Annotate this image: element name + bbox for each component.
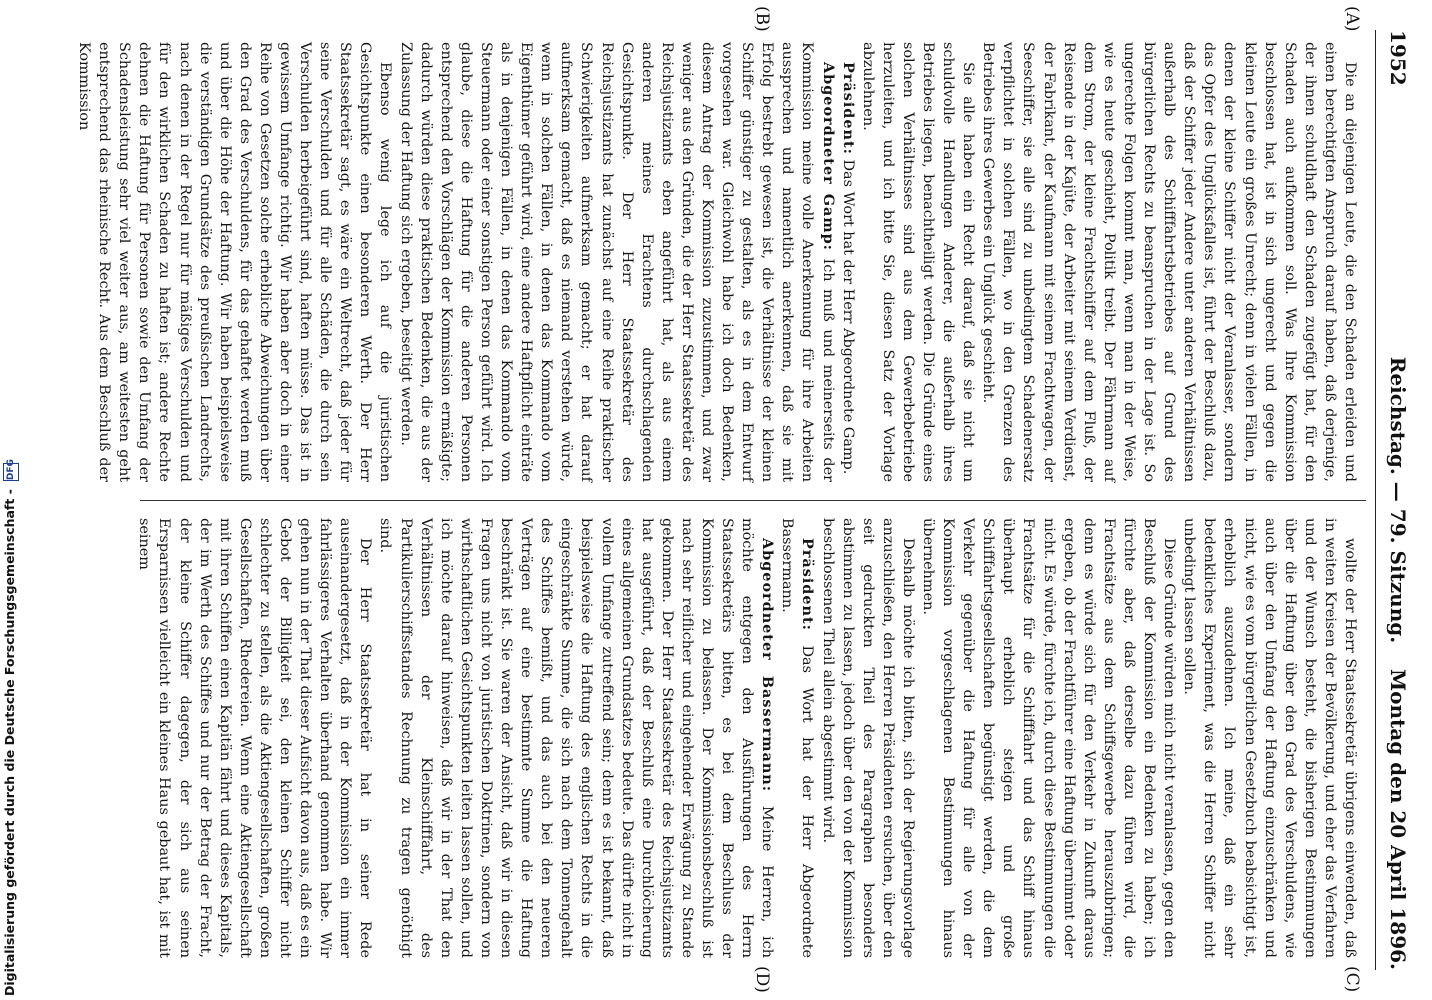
header-title: Reichstag. — 79. Sitzung.	[1386, 356, 1410, 644]
margin-marker-d: (D)	[752, 966, 772, 993]
speech-line	[838, 42, 858, 482]
speech-line	[375, 518, 777, 958]
speaker-name: Präsident:	[839, 62, 857, 155]
digitization-credit	[2, 0, 32, 996]
paragraph: Der Herr Staatssekretär hat in seiner Rede auseinandergesetzt, daß in der Kommission ein immer fahrlässigeres Verhalten überhand genommen habe. Wir gehen nun in der That dieser Aufsicht davon aus, daß es ein Gebot der Billigkeit sei, den kleinen Schiffer nicht schlechter zu stellen, als die Aktiengesellschaften, großen Gesellschaften, Rhedereien. Wenn eine Aktiengesellschaft mit ihren Schiffen einen Kapitän fährt und dieses Kapitals, der im Werth des Schiffes und nur der Betrag der Fracht, der kleine Schiffer dagegen, der sich aus seinen Ersparnissen vielleicht ein kleines Haus gebaut hat, ist mit seinem	[136, 518, 374, 958]
speaker-name: Abgeordneter Gamp:	[819, 62, 837, 251]
speech-text: Das Wort hat der Herr Abgeordnete Gamp.	[839, 159, 856, 475]
speaker-name: Abgeordneter Bassermann:	[759, 538, 777, 793]
margin-marker-c: (C)	[1342, 966, 1362, 993]
paragraph: wollte der Herr Staatssekretär übrigens einwenden, daß in weiten Kreisen der Bevölkerung, und eher das Verfahren und der Wunsch besteht, die bisherigen Bestimmungen über die Haftung über den Grad des Verschuldens, wie auch über den Umfang der Haftung einzuschränken und nicht, wie es vom bürgerlichen Gesetzbuch beabsichtigt ist, erheblich auszudehnen. Ich meine, daß ein sehr bedenkliches Experiment, was die Herren Schiffer nicht unbedingt lassen sollen.	[1181, 518, 1358, 958]
right-column	[136, 518, 1360, 959]
left-column	[76, 42, 1360, 482]
dfg-logo: DFG	[3, 463, 19, 481]
margin-marker-a: (A)	[1342, 6, 1362, 32]
paragraph: Sie alle haben ein Recht darauf, daß sie nicht um schuldvolle Handlungen Anderer, die außerhalb ihres Betriebes liegen, benachtheiligt werden. Die Gründe eines solchen Verhältnisses sind aus dem Gewerbebetriebe herzuleiten, und ich bitte Sie, diesen Satz der Vorlage abzulehnen.	[859, 42, 977, 482]
paragraph: Diese Gründe würden mich nicht veranlassen, gegen den Beschluß der Kommission ein Bedenken zu haben; ich fürchte aber, daß derselbe dazu führen wird, die Frachtsätze aus dem Schiffsgewerbe herauszubringen; denn es würde sich für den Verkehr in Zukunft daraus ergeben, ob der Frachtführer eine Haftung übernimmt oder nicht. Es würde, fürchte ich, durch diese Bestimmungen die Frachtsätze für die Schifffahrt und das Schiff hinaus überhaupt erheblich steigen und große Schifffahrtsgesellschaften begünstigt werden, die dem Verkehr gegenüber die Haftung für alle von der Kommission vorgeschlagenen Bestimmungen hinaus übernehmen.	[920, 518, 1178, 958]
speech-line	[777, 518, 817, 958]
page-number: 1952	[1386, 30, 1410, 86]
header-rule	[1375, 30, 1376, 970]
header-date: Montag den 20 April 1896.	[1386, 669, 1410, 970]
speech-text: Meine Herren, ich möchte entgegen den Ausführungen des Herrn Staatssekretärs bitten, es bei dem Beschluss der Kommission zu belassen. Der Kommissionsbeschluß ist nach sehr reiflicher und eingehender Erwägung zu Stande gekommen. Der Herr Staatssekretär des Reichsjustizamts hat ausgeführt, daß der Beschluß eine Durchlöcherung eines allgemeinen Grundsatzes bedeute. Das dürfte nicht in vollem Umfange zutreffend sein; denn es ist bekannt, daß beispielsweise die Haftung des englischen Rechts in die eingeschränkte Summe, die sich nach dem Tonnengehalt des Schiffes bemißt, und das auch bei den neueren Verträgen auf eine bestimmte Summe die Haftung beschränkt ist. Sie waren der Ansicht, daß wir in diesen Fragen uns nicht von juristischen Doktrinen, sondern von wirthschaftlichen Gesichtspunkten leiten lassen sollen, und ich möchte darauf hinweisen, daß wir in der That den Verhältnissen der Kleinschifffahrt, des Partikulierschiffsstandes Rechnung zu tragen genöthigt sind.	[377, 518, 776, 959]
column-divider	[140, 500, 1366, 501]
speech-line	[396, 42, 838, 482]
speech-text: Ich muß und meinerseits der Kommission meine volle Anerkennung für ihre Arbeiten aussprechen und namentlich anerkennen, daß sie mit Erfolg bestrebt gewesen ist, die Verhältnisse der kleinen Schiffer günstiger zu gestalten, als es in dem Entwurf vorgesehen war. Gleichwohl habe ich doch Bedenken, diesem Antrag der Kommission zuzustimmen, und zwar weniger aus den Gründen, die der Herr Staatssekretär des Reichsjustizamts eben angeführt hat, als aus einem anderen meines Erachtens durchschlagenden Gesichtspunkte. Der Herr Staatssekretär des Reichsjustizamts hat zunächst auf eine Reihe praktischer Schwierigkeiten aufmerksam gemacht; er hat darauf aufmerksam gemacht, daß es niemand verstehen würde, wenn in solchen Fällen, in denen das Kommando vom Eigenthümer geführt wird, eine andere Haftpflicht einträte als in denjenigen Fällen, in denen das Kommando vom Steuermann oder einer sonstigen Person geführt wird. Ich glaube, diese die Haftung für die anderen Personen entsprechend den Vorschlägen der Kommission ermäßigte; dadurch würden diese praktischen Bedenken, die aus der Zulassung der Haftung sich ergeben, beseitigt werden.	[397, 42, 836, 482]
margin-marker-b: (B)	[752, 6, 772, 32]
speech-text: Das Wort hat der Herr Abgeordnete Bassermann.	[779, 518, 816, 958]
credit-text: Digitalisierung gefördert durch die Deutsche Forschungsgemeinschaft -	[2, 489, 17, 996]
page-header	[1380, 30, 1410, 970]
paragraph: Deshalb möchte ich bitten, sich der Regierungsvorlage anzuschließen, den Herren Präsidenten ersuchen, über den seit gedruckten Theil des Paragraphen besonders abstimmen zu lassen, jedoch über den von der Kommission beschlossenen Theil allein abgestimmt wird.	[819, 518, 916, 958]
speaker-name: Präsident:	[799, 538, 817, 631]
paragraph: Die an diejenigen Leute, die den Schaden erleiden und einen berechtigten Anspruch darauf haben, daß derjenige, der ihnen schuldhaft den Schaden zugefügt hat, für den Schaden auch aufkommen soll. Was Ihre Kommission beschlossen hat, ist in sich ungerecht und gegen die kleinen Leute ein großes Unrecht; denn in vielen Fällen, in denen der kleine Schiffer nicht der Veranlasser, sondern das Opfer des Unglücksfalles ist, führt der Beschluß dazu, daß der Schiffer jeder Andere unter anderen Verhältnissen außerhalb des Schifffahrtsbetriebes auf Grund des bürgerlichen Rechts zu beanspruchen in der Lage ist. So ungerechte Folgen kommt man, wenn man in der Weise, wie es heute geschieht, Politik treibt. Der Fährmann auf dem Strom, der kleine Frachtschiffer auf dem Fluß, der Reisende in der Kajüte, der Arbeiter mit seinem Verdienst, der Fabrikant, der Kaufmann mit seinem Frachtwagen, der Seeschiffer, sie alle sind zu unbedingtem Schadenersatz verpflichtet in solchen Fällen, wo in den Grenzen des Betriebes ihres Gewerbes ein Unglück geschieht.	[980, 42, 1358, 482]
paragraph: Ebenso wenig lege ich auf die juristischen Gesichtspunkte einen besonderen Werth. Der Herr Staatssekretär sagt, es wäre ein Weltrecht, daß jeder für seine Verschulden und für alle Schäden, die durch sein Verschulden herbeigeführt sind, haften müsse. Das ist in gewissem Umfange richtig. Wir haben aber doch in einer Reihe von Gesetzen solche erhebliche Abweichungen über den Grad des Verschuldens, für das gehaftet werden muß und über die Höhe der Haftung. Wir haben beispielsweise die verständigen Grundsätze des preußischen Landrechts, nach denen in der Regel nur für mäßiges Verschulden und für den wirklichen Schaden zu haften ist; andere Rechte dehnen die Haftung für Personen sowie den Umfang der Schadensleistung sehr viel weiter aus, am weitesten geht entsprechend das rheinische Recht. Aus dem Beschluß der Kommission	[76, 42, 394, 482]
